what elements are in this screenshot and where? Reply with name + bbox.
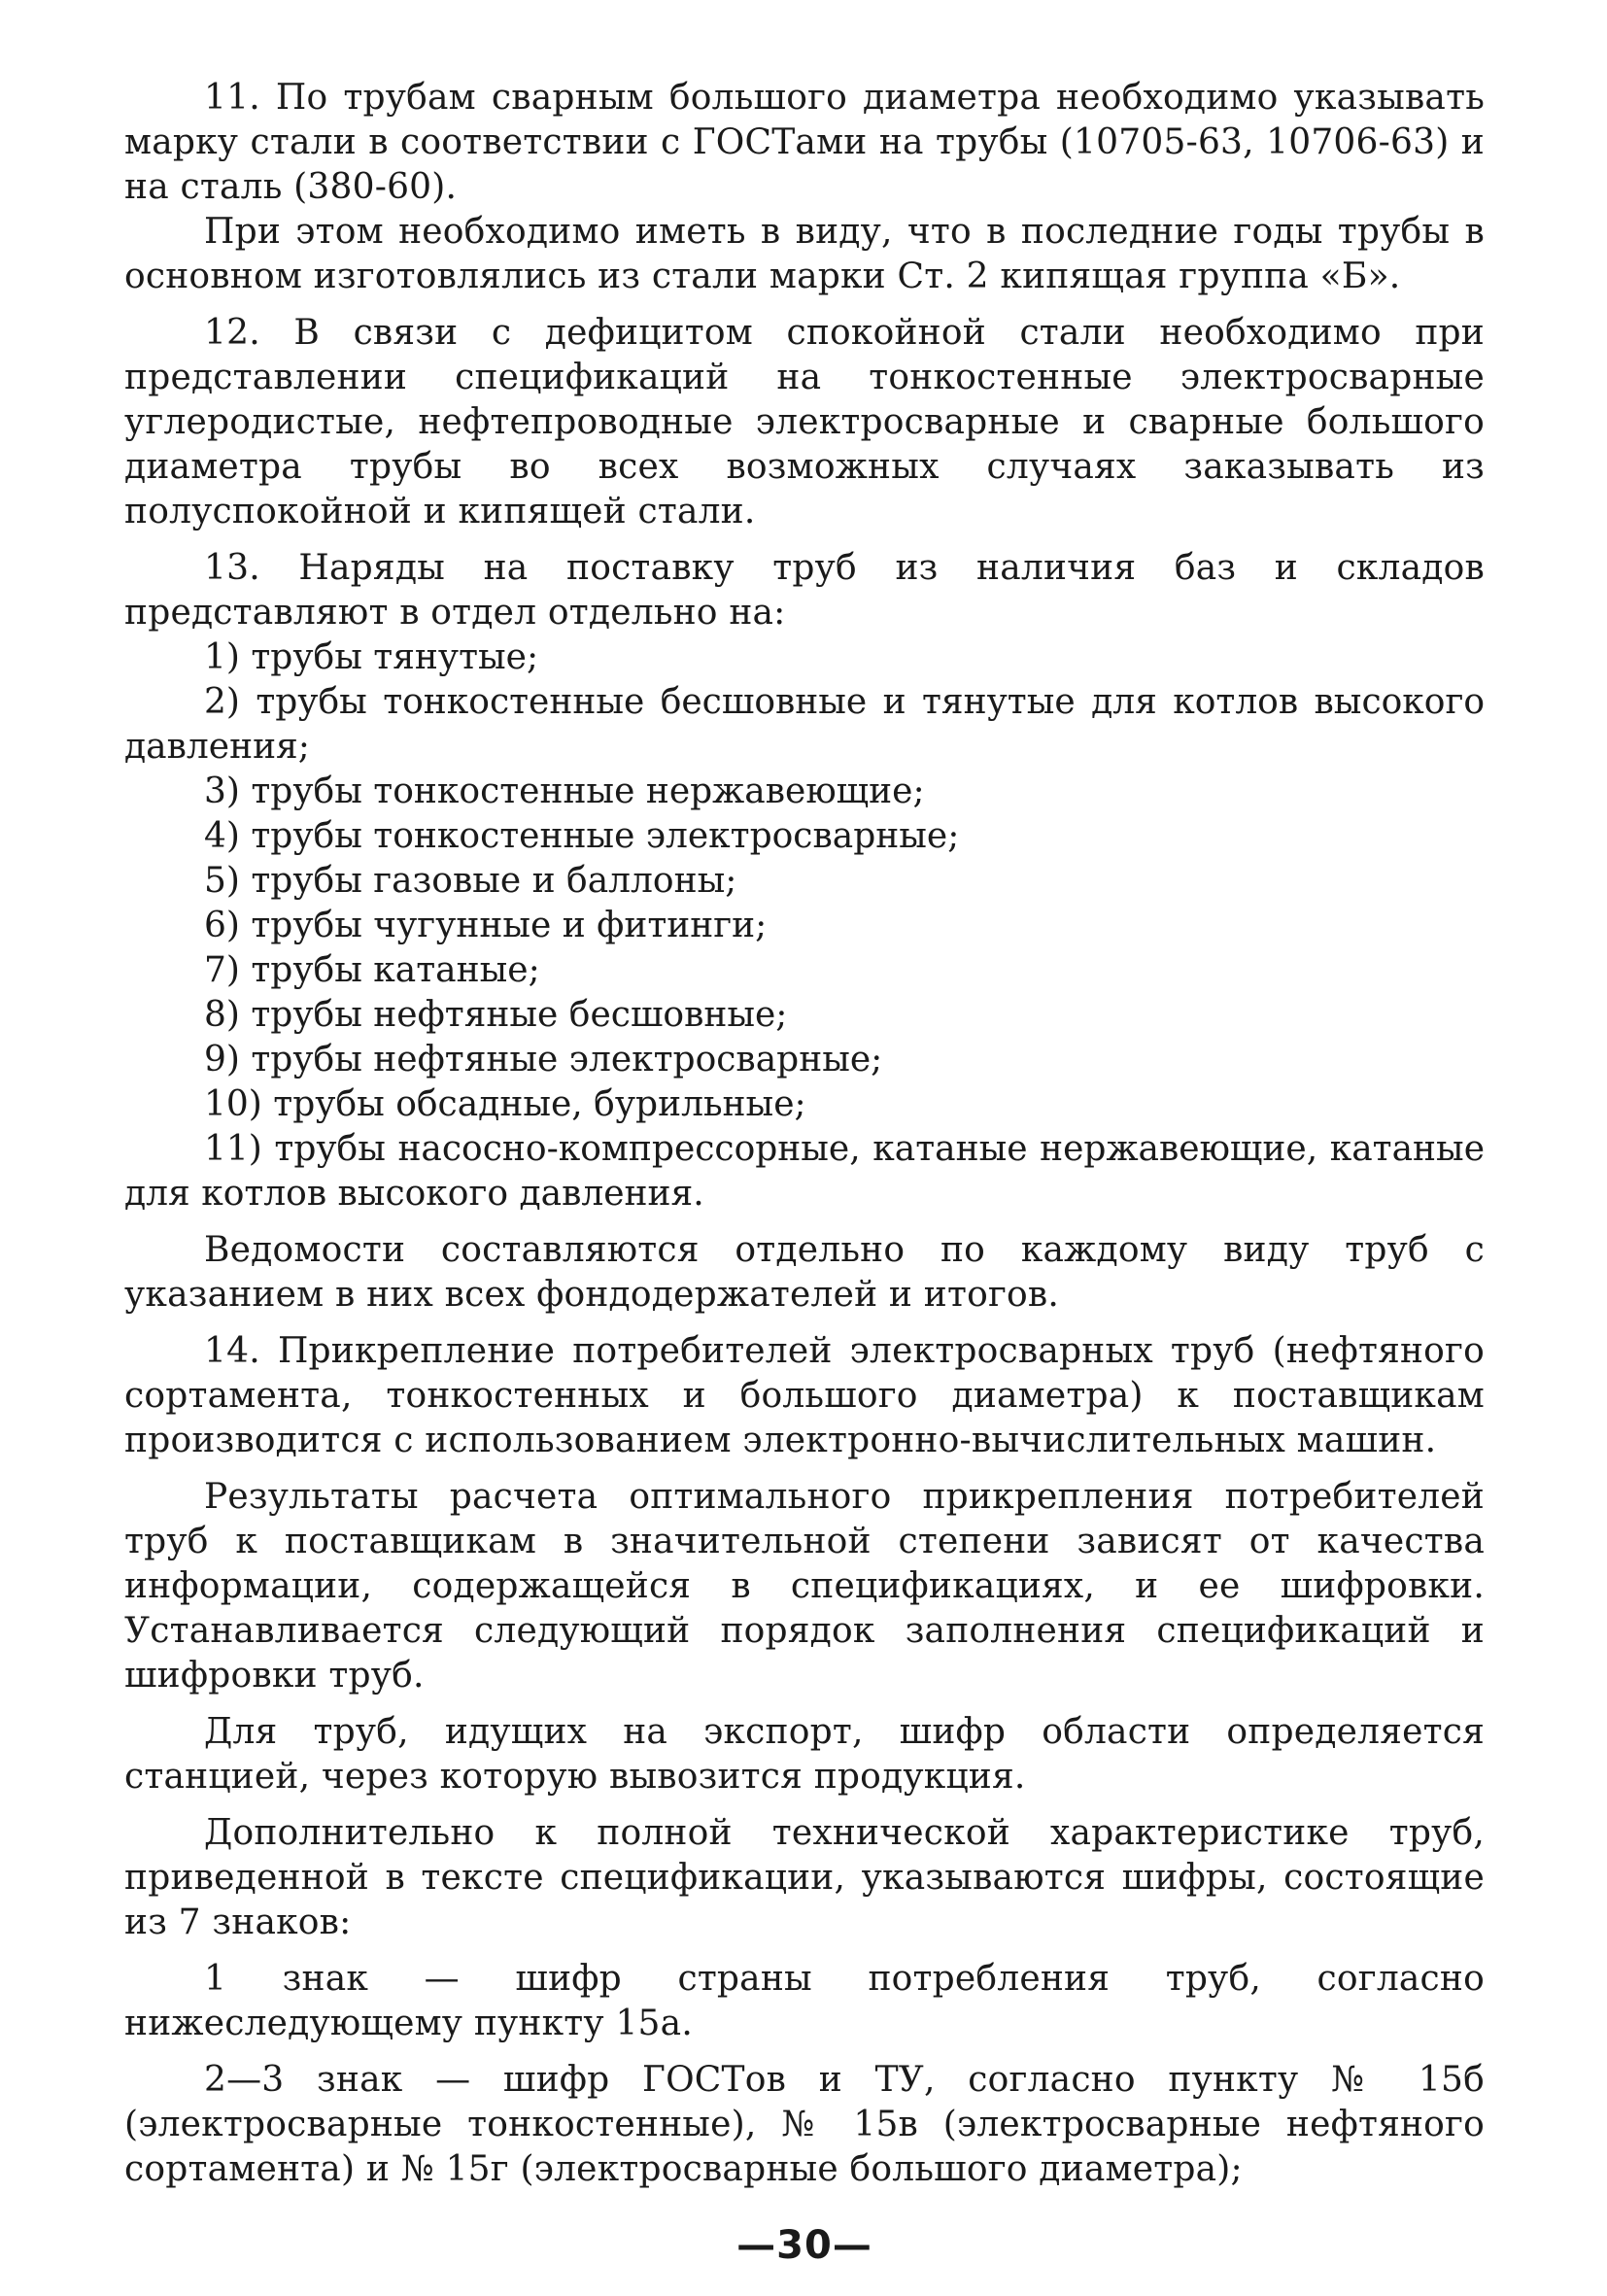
paragraph-13-statements: Ведомости составляются отдельно по каждому виду труб с указанием в них всех фондодержателей и итогов. — [124, 1230, 1485, 1315]
paragraph-14-results: Результаты расчета оптимального прикрепления потребителей труб к поставщикам в значительной степени зависят от качества информации, содержащейся в спецификациях, и ее шифровки. Устанавливается следующий порядок заполнения спецификаций и шифровки труб. — [124, 1477, 1485, 1696]
list-item: 11) трубы насосно-компрессорные, катаные нержавеющие, катаные для котлов высокого давления. — [124, 1129, 1485, 1214]
list-item: 4) трубы тонкостенные электросварные; — [204, 816, 960, 856]
paragraph-14: 14. Прикрепление потребителей электросварных труб (нефтяного сортамента, тонкостенных и большого диаметра) к поставщикам производится с использованием электронно-вычислительных машин. — [124, 1331, 1485, 1460]
list-item: 7) трубы катаные; — [204, 950, 540, 990]
list-item: 3) трубы тонкостенные нержавеющие; — [204, 771, 925, 811]
pipe-types-list — [124, 635, 1485, 1217]
list-item: 6) трубы чугунные и фитинги; — [204, 906, 768, 945]
paragraph-14-sign-1: 1 знак — шифр страны потребления труб, согласно нижеследующему пункту 15а. — [124, 1959, 1485, 2043]
list-item: 9) трубы нефтяные электросварные; — [204, 1040, 883, 1079]
paragraph-12: 12. В связи с дефицитом спокойной стали необходимо при представлении спецификаций на тонкостенные электросварные углеродистые, нефтепроводные электросварные и сварные большого диаметра трубы во всех возможных случаях заказывать из полуспокойной и кипящей стали. — [124, 313, 1485, 531]
paragraph-13: 13. Наряды на поставку труб из наличия баз и складов представляют в отдел отдельно на: — [124, 548, 1485, 633]
list-item: 2) трубы тонкостенные бесшовные и тянутые для котлов высокого давления; — [124, 682, 1485, 767]
paragraph-14-sign-2-3: 2—3 знак — шифр ГОСТов и ТУ, согласно пункту № 15б (электросварные тонкостенные), № 15в (электросварные нефтяного сортамента) и № 15г (электросварные большого диаметра); — [124, 2060, 1485, 2189]
list-item: 8) трубы нефтяные бесшовные; — [204, 995, 788, 1035]
paragraph-14-export: Для труб, идущих на экспорт, шифр области определяется станцией, через которую вывозится продукция. — [124, 1712, 1485, 1797]
list-item: 10) трубы обсадные, бурильные; — [204, 1084, 806, 1124]
paragraph-11: 11. По трубам сварным большого диаметра необходимо указывать марку стали в соответствии с ГОСТами на трубы (10705-63, 10706-63) и на сталь (380-60). — [124, 78, 1485, 207]
list-item: 5) трубы газовые и баллоны; — [204, 861, 737, 901]
paragraph-11-note: При этом необходимо иметь в виду, что в последние годы трубы в основном изготовлялись из стали марки Ст. 2 кипящая группа «Б». — [124, 212, 1485, 296]
document-page — [124, 76, 1485, 2272]
page-number: —30— — [736, 2223, 872, 2268]
list-item: 1) трубы тянутые; — [204, 637, 539, 677]
paragraph-14-codes: Дополнительно к полной технической характеристике труб, приведенной в тексте спецификации, указываются шифры, состоящие из 7 знаков: — [124, 1813, 1485, 1942]
